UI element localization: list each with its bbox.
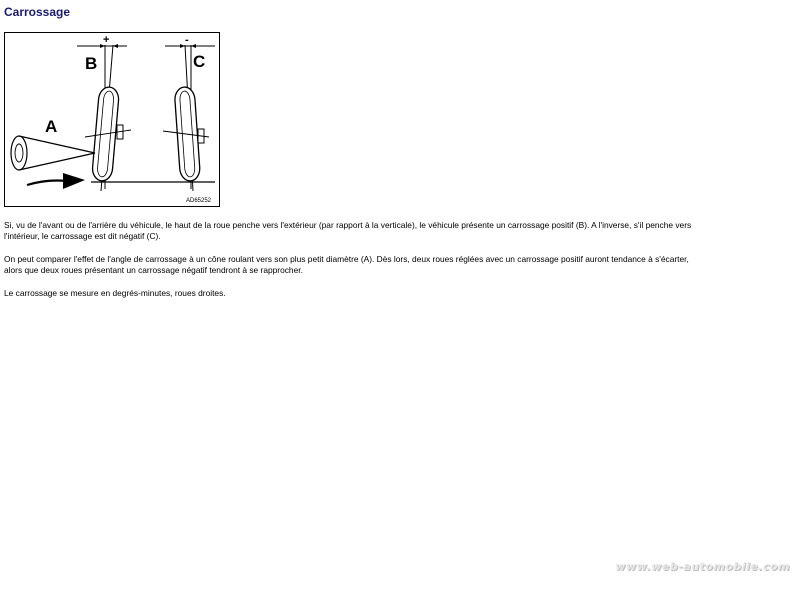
paragraph-measurement: Le carrossage se mesure en degrés-minutes, roues droites. [4,288,226,298]
page-title: Carrossage [4,5,71,19]
minus-sign: - [185,34,189,46]
reference-code: AD65252 [186,198,212,204]
dim-arrow-b-right [113,44,118,48]
rolling-cone [11,136,95,170]
rolling-arrow [27,181,67,186]
dim-arrow-c-right [191,44,196,48]
plus-sign: + [103,34,110,46]
label-a: A [45,117,58,136]
label-b: B [85,54,98,73]
paragraph-camber-definition: Si, vu de l'avant ou de l'arrière du véhicule, le haut de la roue penche vers l'extérieur (par rapport à la verticale), le véhicule présente un carrossage positif (B). A l'inverse, s'il penche vers l'intérieur, le carrossage est dit négatif (C). [4,220,692,241]
camber-diagram [4,32,220,207]
paragraph-cone-comparison: On peut comparer l'effet de l'angle de carrossage à un cône roulant vers son plus petit diamètre (A). Dès lors, deux roues réglées avec un carrossage positif auront tendance à s'écarter, alors que deux roues présentant un carrossage négatif tendront à se rapprocher. [4,254,689,275]
label-c: C [193,52,206,71]
rolling-arrowhead [63,173,85,189]
watermark: www.web-automobile.com [615,560,790,573]
